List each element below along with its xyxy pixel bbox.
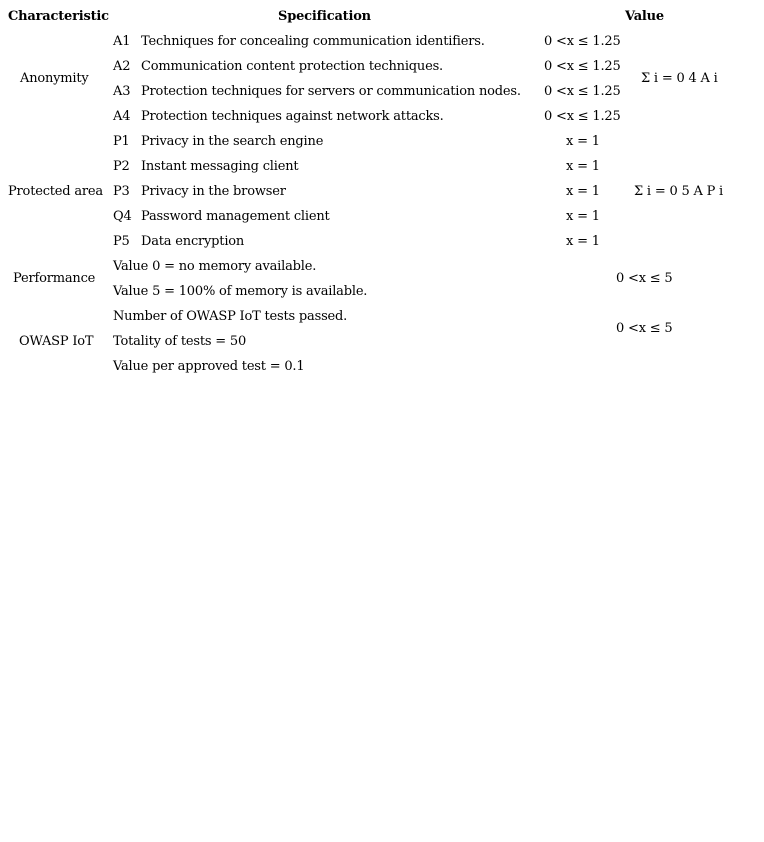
total-protected-area: Σ i = 0 5 A P i: [634, 184, 724, 199]
spec-text: Privacy in the search engine: [141, 134, 324, 149]
spec-value: 0 <x ≤ 1.25: [544, 59, 621, 74]
spec-code: A2: [113, 59, 131, 74]
spec-text: Number of OWASP IoT tests passed.: [113, 309, 348, 324]
spec-text: Protection techniques for servers or communication nodes.: [141, 84, 521, 99]
spec-code: A4: [113, 109, 131, 124]
spec-text: Data encryption: [141, 234, 245, 249]
spec-value: 0 <x ≤ 1.25: [544, 109, 621, 124]
total-owasp-iot: 0 <x ≤ 5: [616, 321, 673, 336]
total-anonymity: Σ i = 0 4 A i: [641, 71, 718, 86]
spec-text: Password management client: [141, 209, 330, 224]
total-performance: 0 <x ≤ 5: [616, 271, 673, 286]
spec-code: P1: [113, 134, 130, 149]
spec-text: Protection techniques against network attacks.: [141, 109, 444, 124]
spec-text: Value 5 = 100% of memory is available.: [113, 284, 368, 299]
characteristic-performance: Performance: [13, 271, 96, 286]
characteristic-protected-area: Protected area: [8, 184, 103, 199]
spec-code: P3: [113, 184, 130, 199]
header-specification: Specification: [278, 9, 371, 24]
spec-value: 0 <x ≤ 1.25: [544, 34, 621, 49]
spec-value: 0 <x ≤ 1.25: [544, 84, 621, 99]
spec-value: x = 1: [566, 134, 600, 149]
spec-value: x = 1: [566, 159, 600, 174]
spec-value: x = 1: [566, 209, 600, 224]
characteristic-owasp-iot: OWASP IoT: [19, 334, 94, 349]
spec-text: Privacy in the browser: [141, 184, 286, 199]
spec-value: x = 1: [566, 184, 600, 199]
spec-text: Value 0 = no memory available.: [113, 259, 317, 274]
spec-code: P2: [113, 159, 130, 174]
spec-value: x = 1: [566, 234, 600, 249]
spec-code: A1: [113, 34, 131, 49]
spec-text: Techniques for concealing communication identifiers.: [141, 34, 485, 49]
spec-text: Value per approved test = 0.1: [113, 359, 305, 374]
spec-text: Instant messaging client: [141, 159, 299, 174]
header-value: Value: [625, 9, 664, 24]
header-characteristic: Characteristic: [8, 9, 109, 24]
spec-code: Q4: [113, 209, 132, 224]
spec-code: P5: [113, 234, 130, 249]
characteristic-anonymity: Anonymity: [20, 71, 89, 86]
spec-text: Communication content protection techniques.: [141, 59, 443, 74]
spec-text: Totality of tests = 50: [113, 334, 247, 349]
spec-code: A3: [113, 84, 131, 99]
